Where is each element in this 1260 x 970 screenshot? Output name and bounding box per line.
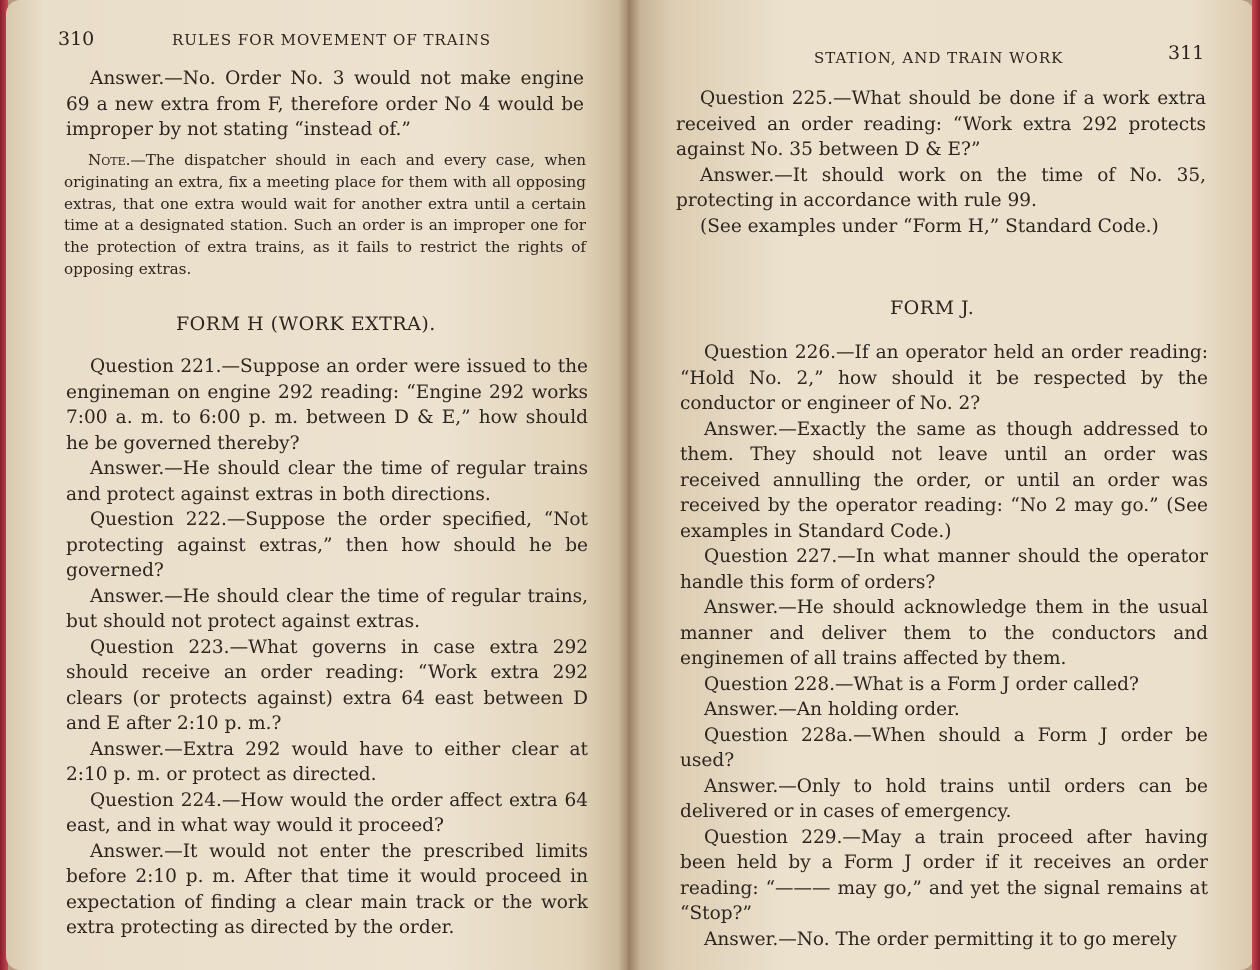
see-examples-note: (See examples under “Form H,” Standard Code.) <box>700 215 1159 237</box>
question-222: Question 222.—Suppose the order specified, “Not protecting against extras,” then how should he be governed? <box>66 509 588 581</box>
answer-223: Answer.—Extra 292 would have to either clear at 2:10 p. m. or protect as directed. <box>66 738 588 785</box>
answer-paragraph: Answer.—No. Order No. 3 would not make engine 69 a new extra from F, therefore order No 4 would be improper by not stating “instead of.” <box>66 68 584 140</box>
answer-229: Answer.—No. The order permitting it to go merely <box>704 928 1177 950</box>
page-number: 310 <box>58 28 95 50</box>
answer-225: Answer.—It should work on the time of No. 35, protecting in accordance with rule 99. <box>676 164 1206 211</box>
answer-222: Answer.—He should clear the time of regular trains, but should not protect against extras. <box>66 585 588 632</box>
text-block-top <box>66 66 584 143</box>
answer-228: Answer.—An holding order. <box>704 699 960 720</box>
answer-221: Answer.—He should clear the time of regular trains and protect against extras in both directions. <box>66 458 588 505</box>
section-heading: FORM H (WORK EXTRA). <box>176 313 436 335</box>
question-221: Question 221.—Suppose an order were issued to the engineman on engine 292 reading: “Engine 292 works 7:00 a. m. to 6:00 p. m. between D & E,” how should he be governed thereby? <box>66 356 588 454</box>
qa-block <box>680 340 1208 952</box>
book-gutter <box>618 0 640 970</box>
question-223: Question 223.—What governs in case extra 292 should receive an order reading: “Work extra 292 clears (or protects against) extra 64 east between D and E after 2:10 p. m.? <box>66 636 588 734</box>
section-heading: FORM J. <box>890 297 975 319</box>
question-226: Question 226.—If an operator held an order reading: “Hold No. 2,” how should it be respected by the conductor or engineer of No. 2? <box>680 342 1208 414</box>
book-cover-edge-right <box>1252 0 1260 970</box>
qa-block-top <box>676 86 1206 239</box>
answer-224: Answer.—It would not enter the prescribed limits before 2:10 p. m. After that time it would proceed in expectation of finding a clear main track or the work extra protecting as directed by the order. <box>66 840 588 938</box>
left-page <box>6 0 628 970</box>
answer-228a: Answer.—Only to hold trains until orders can be delivered or in cases of emergency. <box>680 775 1208 822</box>
question-229: Question 229.—May a train proceed after having been held by a Form J order if it receives an order reading: “——— may go,” and yet the signal remains at “Stop?” <box>680 826 1208 924</box>
question-228a: Question 228a.—When should a Form J order be used? <box>680 724 1208 771</box>
right-page <box>628 0 1254 970</box>
qa-block <box>66 354 588 941</box>
running-head: STATION, AND TRAIN WORK <box>814 49 1064 67</box>
question-224: Question 224.—How would the order affect extra 64 east, and in what way would it proceed? <box>66 789 588 836</box>
page-number: 311 <box>1168 42 1205 64</box>
running-head: RULES FOR MOVEMENT OF TRAINS <box>172 31 491 49</box>
note-label: Note. <box>88 151 131 169</box>
answer-227: Answer.—He should acknowledge them in the usual manner and deliver them to the conductors and enginemen of all trains affected by them. <box>680 597 1208 669</box>
question-225: Question 225.—What should be done if a work extra received an order reading: “Work extra 292 protects against No. 35 between D & E?” <box>676 88 1206 160</box>
note-text: —The dispatcher should in each and every case, when originating an extra, fix a meeting place for them with all opposing extras, that one extra would wait for another extra until a certain time at a designated station. Such an order is an improper one for the protection of extra trains, as it fails to restrict the rights of opposing extras. <box>64 151 586 278</box>
answer-226: Answer.—Exactly the same as though addressed to them. They should not leave until an order was received annulling the order, or until an order was received by the operator reading: “No 2 may go.” (See examples in Standard Code.) <box>680 418 1208 542</box>
question-228: Question 228.—What is a Form J order called? <box>704 673 1139 695</box>
note-block <box>64 150 586 281</box>
question-227: Question 227.—In what manner should the operator handle this form of orders? <box>680 546 1208 593</box>
